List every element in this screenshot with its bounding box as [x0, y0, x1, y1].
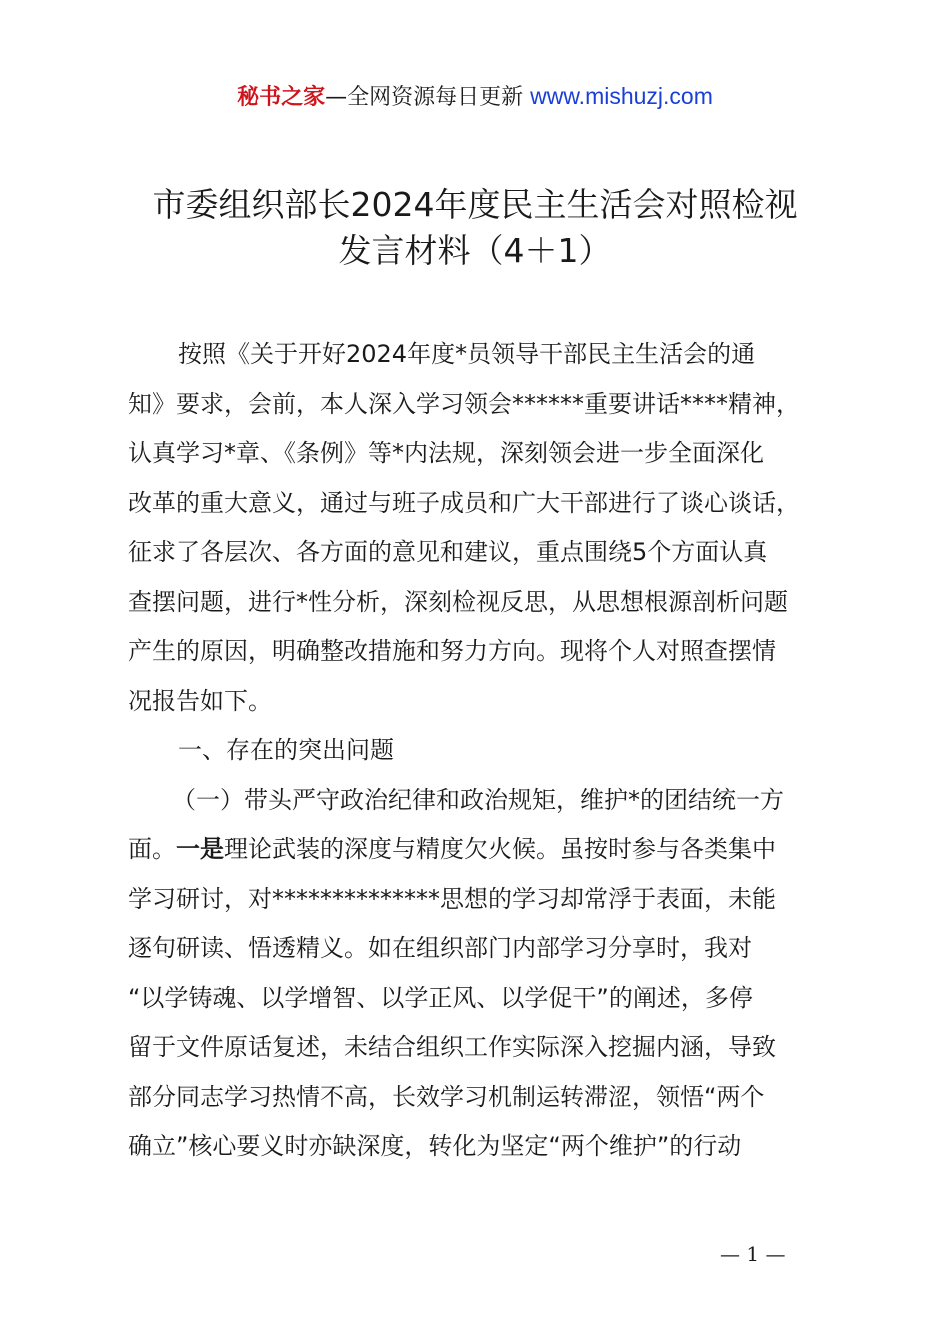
body-line: 留于文件原话复述，未结合组织工作实际深入挖掘内涵，导致 [128, 1033, 776, 1061]
body-line: 认真学习*章、《条例》等*内法规，深刻领会进一步全面深化 [128, 439, 764, 467]
document-body [128, 330, 852, 1172]
site-header [0, 80, 950, 114]
body-line: 逐句研读、悟透精义。如在组织部门内部学习分享时，我对 [128, 934, 752, 962]
body-line: 确立”核心要义时亦缺深度，转化为坚定“两个维护”的行动 [128, 1132, 742, 1160]
body-line: 学习研讨，对**************思想的学习却常浮于表面，未能 [128, 884, 776, 913]
body-line: 查摆问题，进行*性分析，深刻检视反思，从思想根源剖析问题 [128, 587, 788, 616]
header-tagline: —全网资源每日更新 [325, 85, 531, 110]
body-line: 征求了各层次、各方面的意见和建议，重点围绕5个方面认真 [128, 538, 768, 566]
title-line-2: 发言材料（4＋1） [338, 231, 612, 270]
brand-name: 秘书之家 [237, 85, 326, 110]
body-line: 改革的重大意义，通过与班子成员和广大干部进行了谈心谈话， [128, 488, 800, 517]
subsection-heading: （一）带头严守政治纪律和政治规矩，维护*的团结统一方 [172, 785, 784, 814]
text-fragment: 面。 [128, 835, 176, 863]
body-line: “以学铸魂、以学增智、以学正风、以学促干”的阐述，多停 [128, 983, 753, 1012]
text-fragment: 理论武装的深度与精度欠火候。虽按时参与各类集中 [224, 835, 776, 863]
document-title [0, 182, 950, 274]
body-line: 部分同志学习热情不高，长效学习机制运转滞涩，领悟“两个 [128, 1082, 765, 1111]
body-line [128, 825, 852, 875]
body-line: 知》要求，会前，本人深入学习领会******重要讲话****精神， [128, 389, 800, 418]
section-heading: 一、存在的突出问题 [178, 736, 394, 764]
body-line: 按照《关于开好2024年度*员领导干部民主生活会的通 [178, 340, 756, 368]
page-number: — 1 — [720, 1242, 786, 1266]
body-line: 况报告如下。 [128, 686, 272, 715]
body-line: 产生的原因，明确整改措施和努力方向。现将个人对照查摆情 [128, 637, 776, 665]
site-url-link[interactable]: www.mishuzj.com [530, 83, 713, 109]
title-line-1: 市委组织部长2024年度民主生活会对照检视 [152, 185, 798, 224]
emphasis-label: 一是 [176, 835, 224, 863]
